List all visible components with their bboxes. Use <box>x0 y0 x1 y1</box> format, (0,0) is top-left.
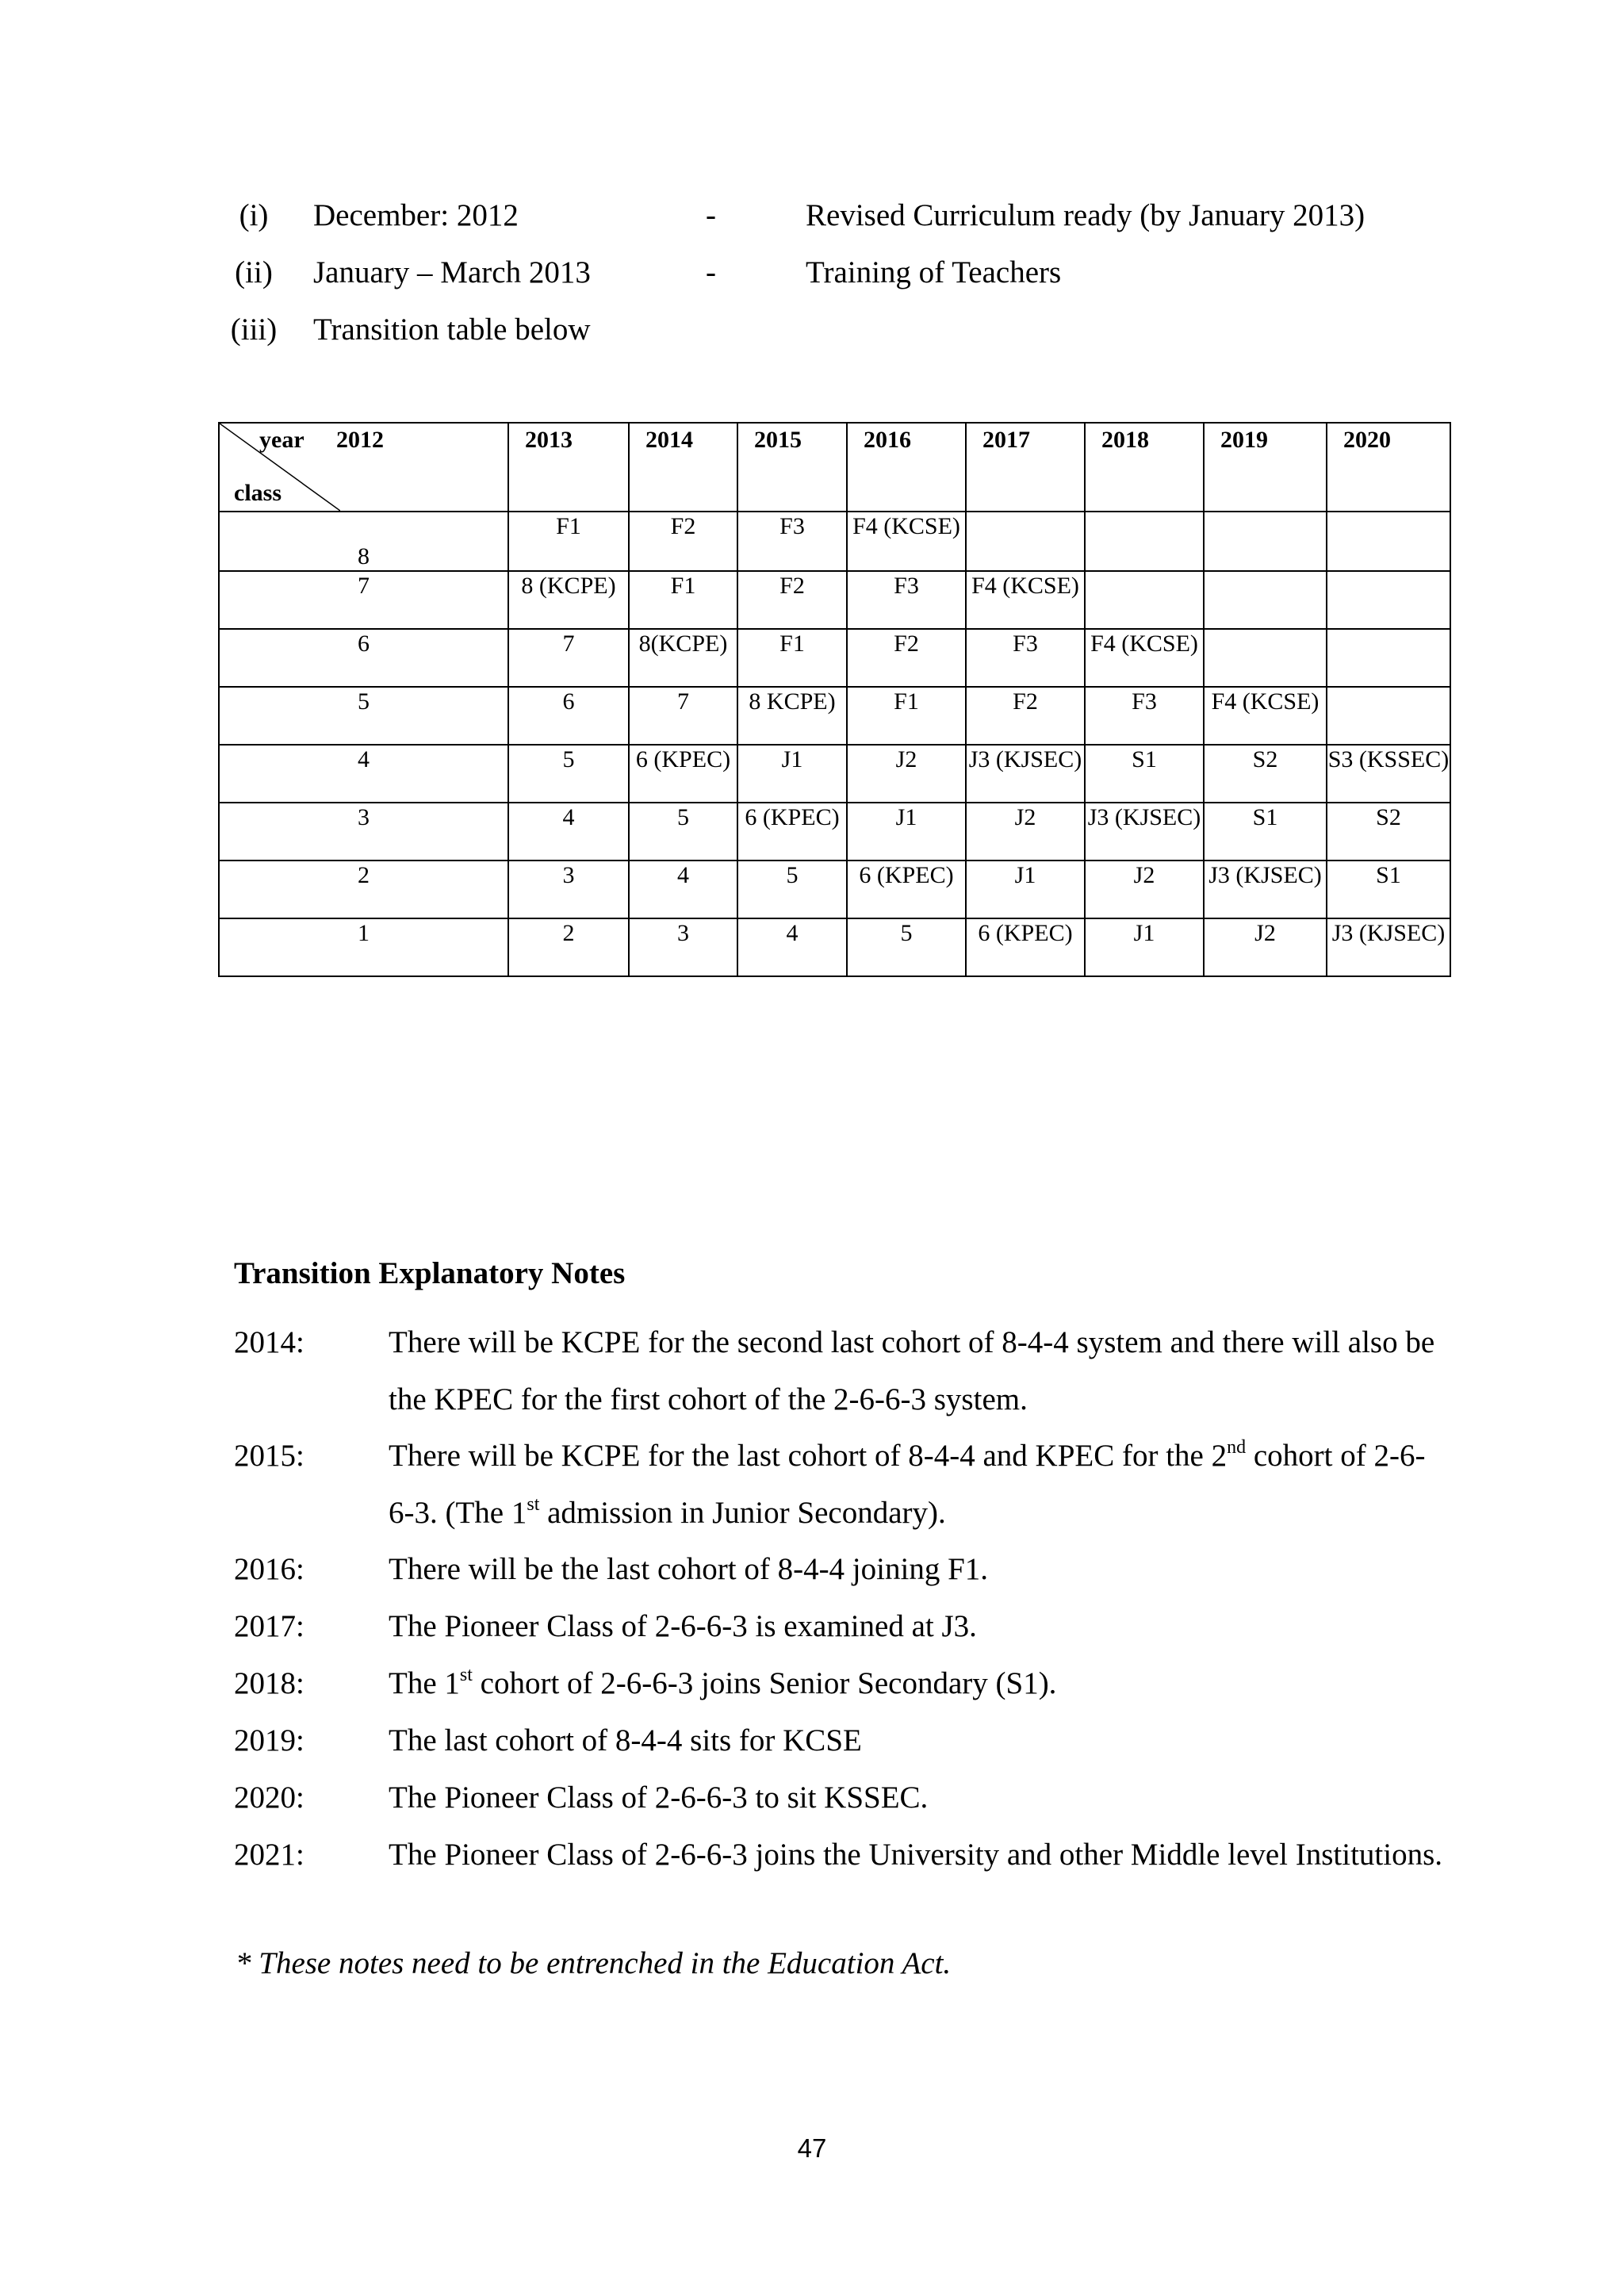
table-row <box>219 687 1450 745</box>
note-text-part: cohort of 2-6-6-3 joins Senior Secondary (S1). <box>472 1666 1057 1700</box>
table-cell: 8 (KCPE) <box>508 571 629 629</box>
note-text <box>389 1655 1443 1712</box>
table-cell: 5 <box>508 745 629 803</box>
table-cell: J2 <box>966 803 1085 861</box>
table-cell <box>1327 512 1450 571</box>
table-cell: 5 <box>629 803 737 861</box>
note-year: 2019: <box>234 1723 304 1757</box>
note-year: 2020: <box>234 1780 304 1815</box>
note-year: 2017: <box>234 1609 304 1643</box>
year-header: 2013 <box>508 423 629 512</box>
table-cell: J2 <box>847 745 966 803</box>
table-cell: J3 (KJSEC) <box>1327 918 1450 976</box>
note-text-part: cohort of 2-6-6-3. (The 1 <box>389 1439 1426 1530</box>
table-cell: F1 <box>847 687 966 745</box>
note-text: The Pioneer Class of 2-6-6-3 to sit KSSEC. <box>389 1780 929 1815</box>
table-cell: F2 <box>629 512 737 571</box>
transition-table-body <box>219 423 1450 976</box>
class-cell <box>219 629 508 687</box>
table-cell: F3 <box>1085 687 1204 745</box>
table-cell: 6 (KPEC) <box>847 861 966 918</box>
table-cell: 6 (KPEC) <box>629 745 737 803</box>
table-cell: F1 <box>737 629 847 687</box>
footnote: * These notes need to be entrenched in the Education Act. <box>236 1946 952 1980</box>
year-header: 2015 <box>737 423 847 512</box>
table-cell: F1 <box>508 512 629 571</box>
table-cell: J2 <box>1204 918 1327 976</box>
year-header: 2016 <box>847 423 966 512</box>
note-text: There will be the last cohort of 8-4-4 joining F1. <box>389 1552 989 1586</box>
note-text-part: The 1 <box>389 1666 460 1700</box>
table-cell: 8 KCPE) <box>737 687 847 745</box>
class-cell <box>219 803 508 861</box>
table-cell: J1 <box>847 803 966 861</box>
table-cell <box>1327 687 1450 745</box>
table-cell: 2 <box>508 918 629 976</box>
table-cell <box>1327 571 1450 629</box>
table-cell: 4 <box>629 861 737 918</box>
class-cell <box>219 687 508 745</box>
table-cell: J3 (KJSEC) <box>1204 861 1327 918</box>
table-row <box>219 629 1450 687</box>
notes-heading: Transition Explanatory Notes <box>234 1256 626 1290</box>
class-cell <box>219 512 508 571</box>
table-cell: F2 <box>847 629 966 687</box>
table-cell: F2 <box>737 571 847 629</box>
schedule-date: Transition table below <box>313 312 591 347</box>
table-row <box>219 571 1450 629</box>
table-cell: J1 <box>1085 918 1204 976</box>
table-cell: 7 <box>508 629 629 687</box>
table-cell <box>1204 629 1327 687</box>
class-cell <box>219 861 508 918</box>
note-text <box>389 1428 1443 1542</box>
note-text: The last cohort of 8-4-4 sits for KCSE <box>389 1723 862 1757</box>
table-cell: 7 <box>629 687 737 745</box>
schedule-description: Training of Teachers <box>806 255 1062 289</box>
schedule-dash: - <box>706 255 716 289</box>
schedule-number: (i) <box>239 198 269 232</box>
superscript: nd <box>1227 1437 1247 1458</box>
table-row <box>219 861 1450 918</box>
note-text: The Pioneer Class of 2-6-6-3 is examined at J3. <box>389 1609 977 1643</box>
table-cell <box>1327 629 1450 687</box>
table-cell: 6 (KPEC) <box>966 918 1085 976</box>
note-year: 2018: <box>234 1666 304 1700</box>
schedule-number: (ii) <box>235 255 273 289</box>
class-label: 8 <box>358 543 370 569</box>
note-text: There will be KCPE for the second last cohort of 8-4-4 system and there will also be the KPEC for the first cohort of the 2-6-6-3 system. <box>389 1325 1435 1416</box>
table-cell: 3 <box>508 861 629 918</box>
table-cell: 4 <box>737 918 847 976</box>
table-cell: F4 (KCSE) <box>1085 629 1204 687</box>
schedule-date: December: 2012 <box>313 198 519 232</box>
table-cell: F4 (KCSE) <box>1204 687 1327 745</box>
note-text-part: admission in Junior Secondary). <box>539 1496 946 1530</box>
table-row <box>219 918 1450 976</box>
table-cell: S3 (KSSEC) <box>1327 745 1450 803</box>
table-cell <box>1204 571 1327 629</box>
class-label: 3 <box>358 804 370 830</box>
class-cell <box>219 571 508 629</box>
year-header: 2020 <box>1327 423 1450 512</box>
year-header: 2018 <box>1085 423 1204 512</box>
table-cell: S2 <box>1327 803 1450 861</box>
note-year: 2015: <box>234 1439 304 1473</box>
table-cell: F1 <box>629 571 737 629</box>
table-cell: 6 (KPEC) <box>737 803 847 861</box>
schedule-description: Revised Curriculum ready (by January 2013) <box>806 198 1365 232</box>
table-cell: 4 <box>508 803 629 861</box>
class-label: 7 <box>358 573 370 599</box>
class-label: 6 <box>358 631 370 657</box>
note-text-part: There will be KCPE for the last cohort of 8-4-4 and KPEC for the 2 <box>389 1439 1228 1473</box>
table-cell <box>1085 512 1204 571</box>
table-cell <box>1204 512 1327 571</box>
table-cell: F3 <box>737 512 847 571</box>
table-cell: S1 <box>1085 745 1204 803</box>
year-header: 2019 <box>1204 423 1327 512</box>
note-text: The Pioneer Class of 2-6-6-3 joins the University and other Middle level Institutions. <box>389 1838 1443 1872</box>
class-label: 5 <box>358 688 370 715</box>
schedule-dash: - <box>706 198 716 232</box>
schedule-number: (iii) <box>230 312 278 347</box>
table-cell: J1 <box>966 861 1085 918</box>
table-cell <box>966 512 1085 571</box>
table-cell: F4 (KCSE) <box>847 512 966 571</box>
class-label: 4 <box>358 746 370 772</box>
table-cell: S1 <box>1204 803 1327 861</box>
table-cell: J3 (KJSEC) <box>966 745 1085 803</box>
class-cell <box>219 918 508 976</box>
table-cell: J3 (KJSEC) <box>1085 803 1204 861</box>
class-label: 2 <box>358 862 370 888</box>
table-cell: 6 <box>508 687 629 745</box>
table-cell: 5 <box>737 861 847 918</box>
table-row <box>219 745 1450 803</box>
class-label: 1 <box>358 920 370 946</box>
corner-header-cell <box>219 423 508 512</box>
table-cell: S1 <box>1327 861 1450 918</box>
table-cell: F4 (KCSE) <box>966 571 1085 629</box>
table-cell: F3 <box>966 629 1085 687</box>
note-year: 2016: <box>234 1552 304 1586</box>
transition-table <box>218 422 1451 977</box>
corner-year-label: year <box>259 427 304 453</box>
table-cell: F2 <box>966 687 1085 745</box>
note-year: 2021: <box>234 1838 304 1872</box>
superscript: st <box>527 1494 540 1515</box>
superscript: st <box>459 1665 473 1685</box>
table-cell: F3 <box>847 571 966 629</box>
table-cell: 8(KCPE) <box>629 629 737 687</box>
table-cell: 5 <box>847 918 966 976</box>
table-cell: J2 <box>1085 861 1204 918</box>
table-cell: 3 <box>629 918 737 976</box>
year-header: 2017 <box>966 423 1085 512</box>
table-cell: S2 <box>1204 745 1327 803</box>
table-row <box>219 512 1450 571</box>
corner-class-label: class <box>234 480 282 506</box>
page-number: 47 <box>797 2133 827 2163</box>
year-header: 2012 <box>336 427 384 453</box>
schedule-date: January – March 2013 <box>313 255 591 289</box>
table-cell: J1 <box>737 745 847 803</box>
year-header: 2014 <box>629 423 737 512</box>
note-year: 2014: <box>234 1325 304 1359</box>
table-header-row <box>219 423 1450 512</box>
class-cell <box>219 745 508 803</box>
table-cell <box>1085 571 1204 629</box>
table-row <box>219 803 1450 861</box>
